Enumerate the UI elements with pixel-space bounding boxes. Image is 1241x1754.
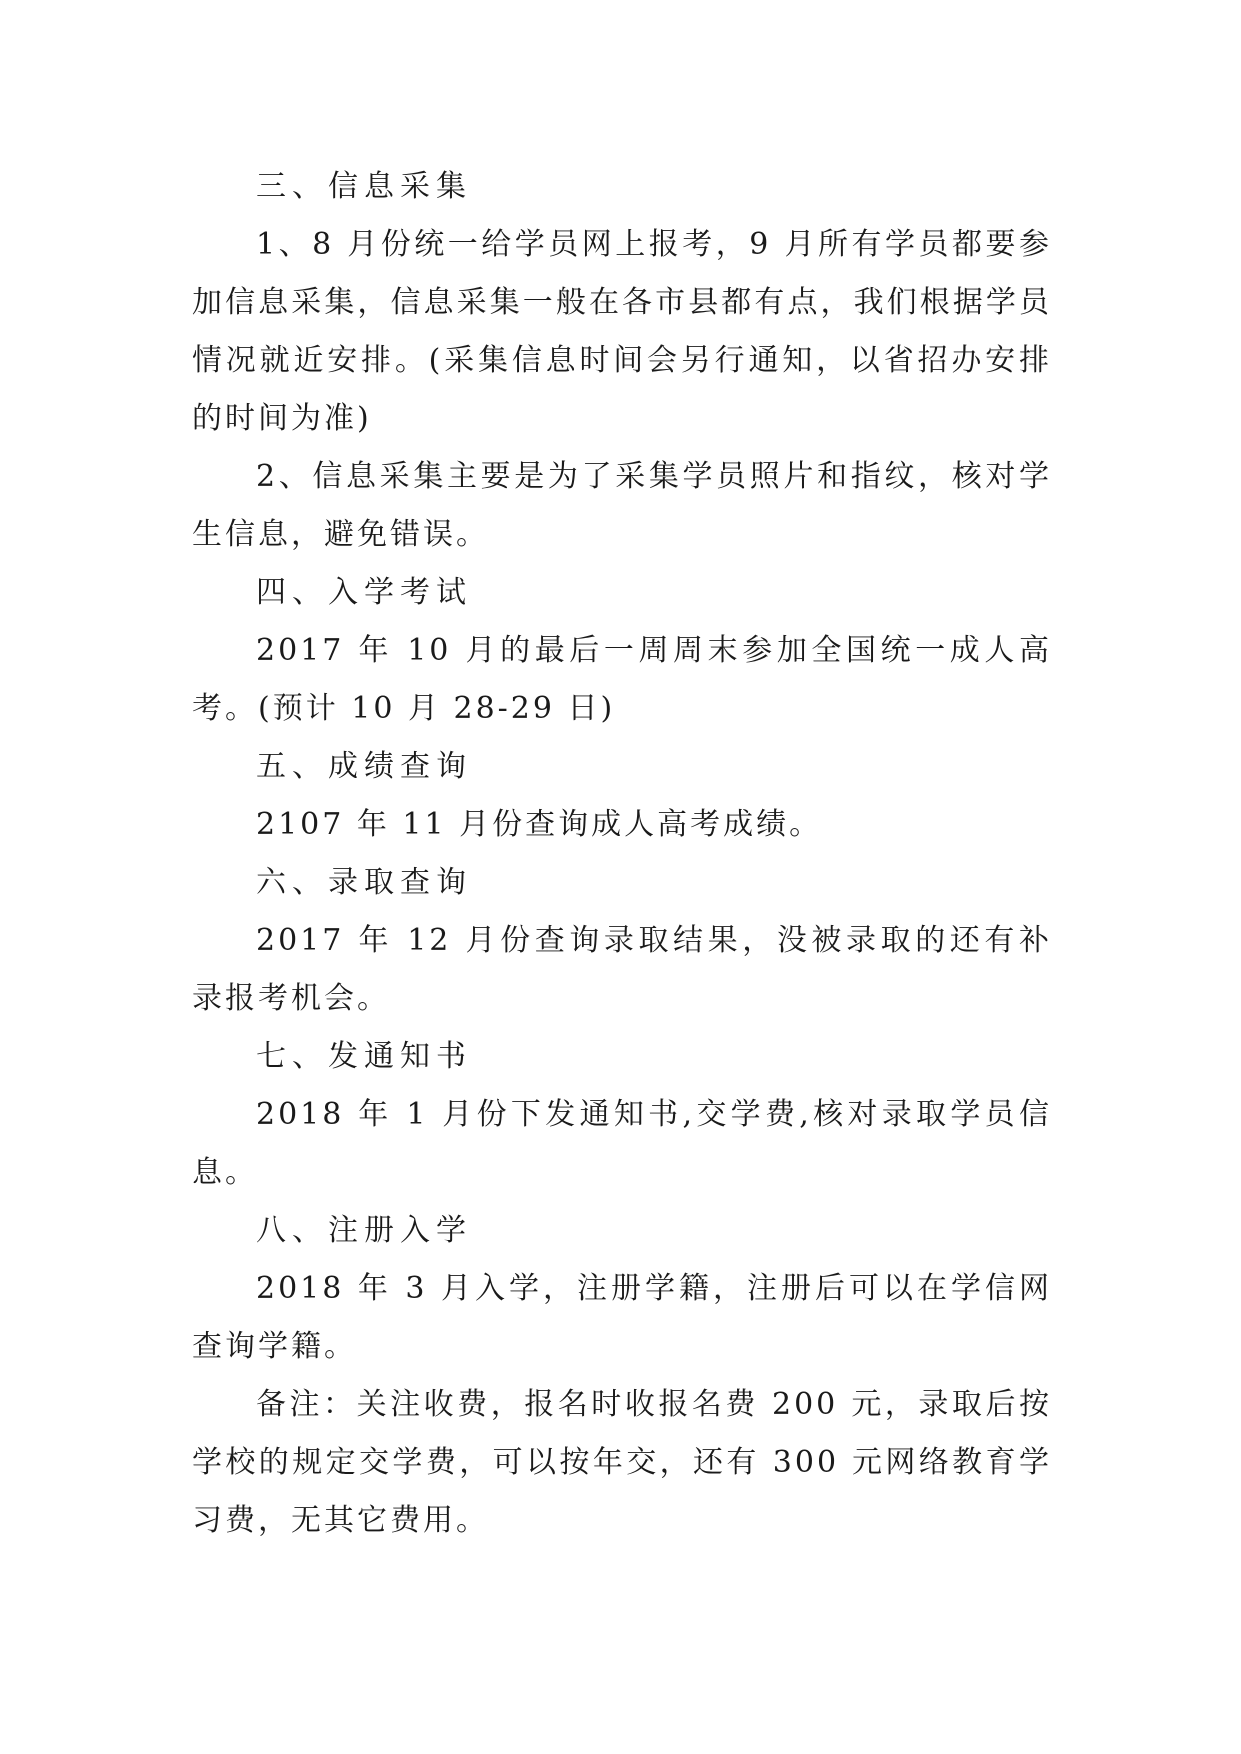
document-body [192,158,1052,1550]
paragraph-info-collection-2: 2、信息采集主要是为了采集学员照片和指纹，核对学生信息，避免错误。 [192,459,1052,552]
section-heading-notice: 七、发通知书 [256,1039,472,1074]
paragraph-info-collection-1: 1、8 月份统一给学员网上报考，9 月所有学员都要参加信息采集，信息采集一般在各市县都有点，我们根据学员情况就近安排。(采集信息时间会另行通知，以省招办安排的时间为准) [192,227,1052,436]
section-heading-score-query: 五、成绩查询 [256,749,472,784]
paragraph-admission-query: 2017 年 12 月份查询录取结果，没被录取的还有补录报考机会。 [192,923,1052,1016]
section-heading-entrance-exam: 四、入学考试 [256,575,472,610]
paragraph-enrollment: 2018 年 3 月入学，注册学籍，注册后可以在学信网查询学籍。 [192,1271,1052,1364]
paragraph-entrance-exam: 2017 年 10 月的最后一周周末参加全国统一成人高考。(预计 10 月 28-29 日) [192,633,1052,726]
paragraph-notice: 2018 年 1 月份下发通知书,交学费,核对录取学员信息。 [192,1097,1052,1190]
section-heading-enrollment: 八、注册入学 [256,1213,472,1248]
section-heading-admission-query: 六、录取查询 [256,865,472,900]
paragraph-score-query: 2107 年 11 月份查询成人高考成绩。 [256,807,823,842]
paragraph-fee-note: 备注：关注收费，报名时收报名费 200 元，录取后按学校的规定交学费，可以按年交，还有 300 元网络教育学习费，无其它费用。 [192,1387,1052,1538]
section-heading-info-collection: 三、信息采集 [256,169,472,204]
